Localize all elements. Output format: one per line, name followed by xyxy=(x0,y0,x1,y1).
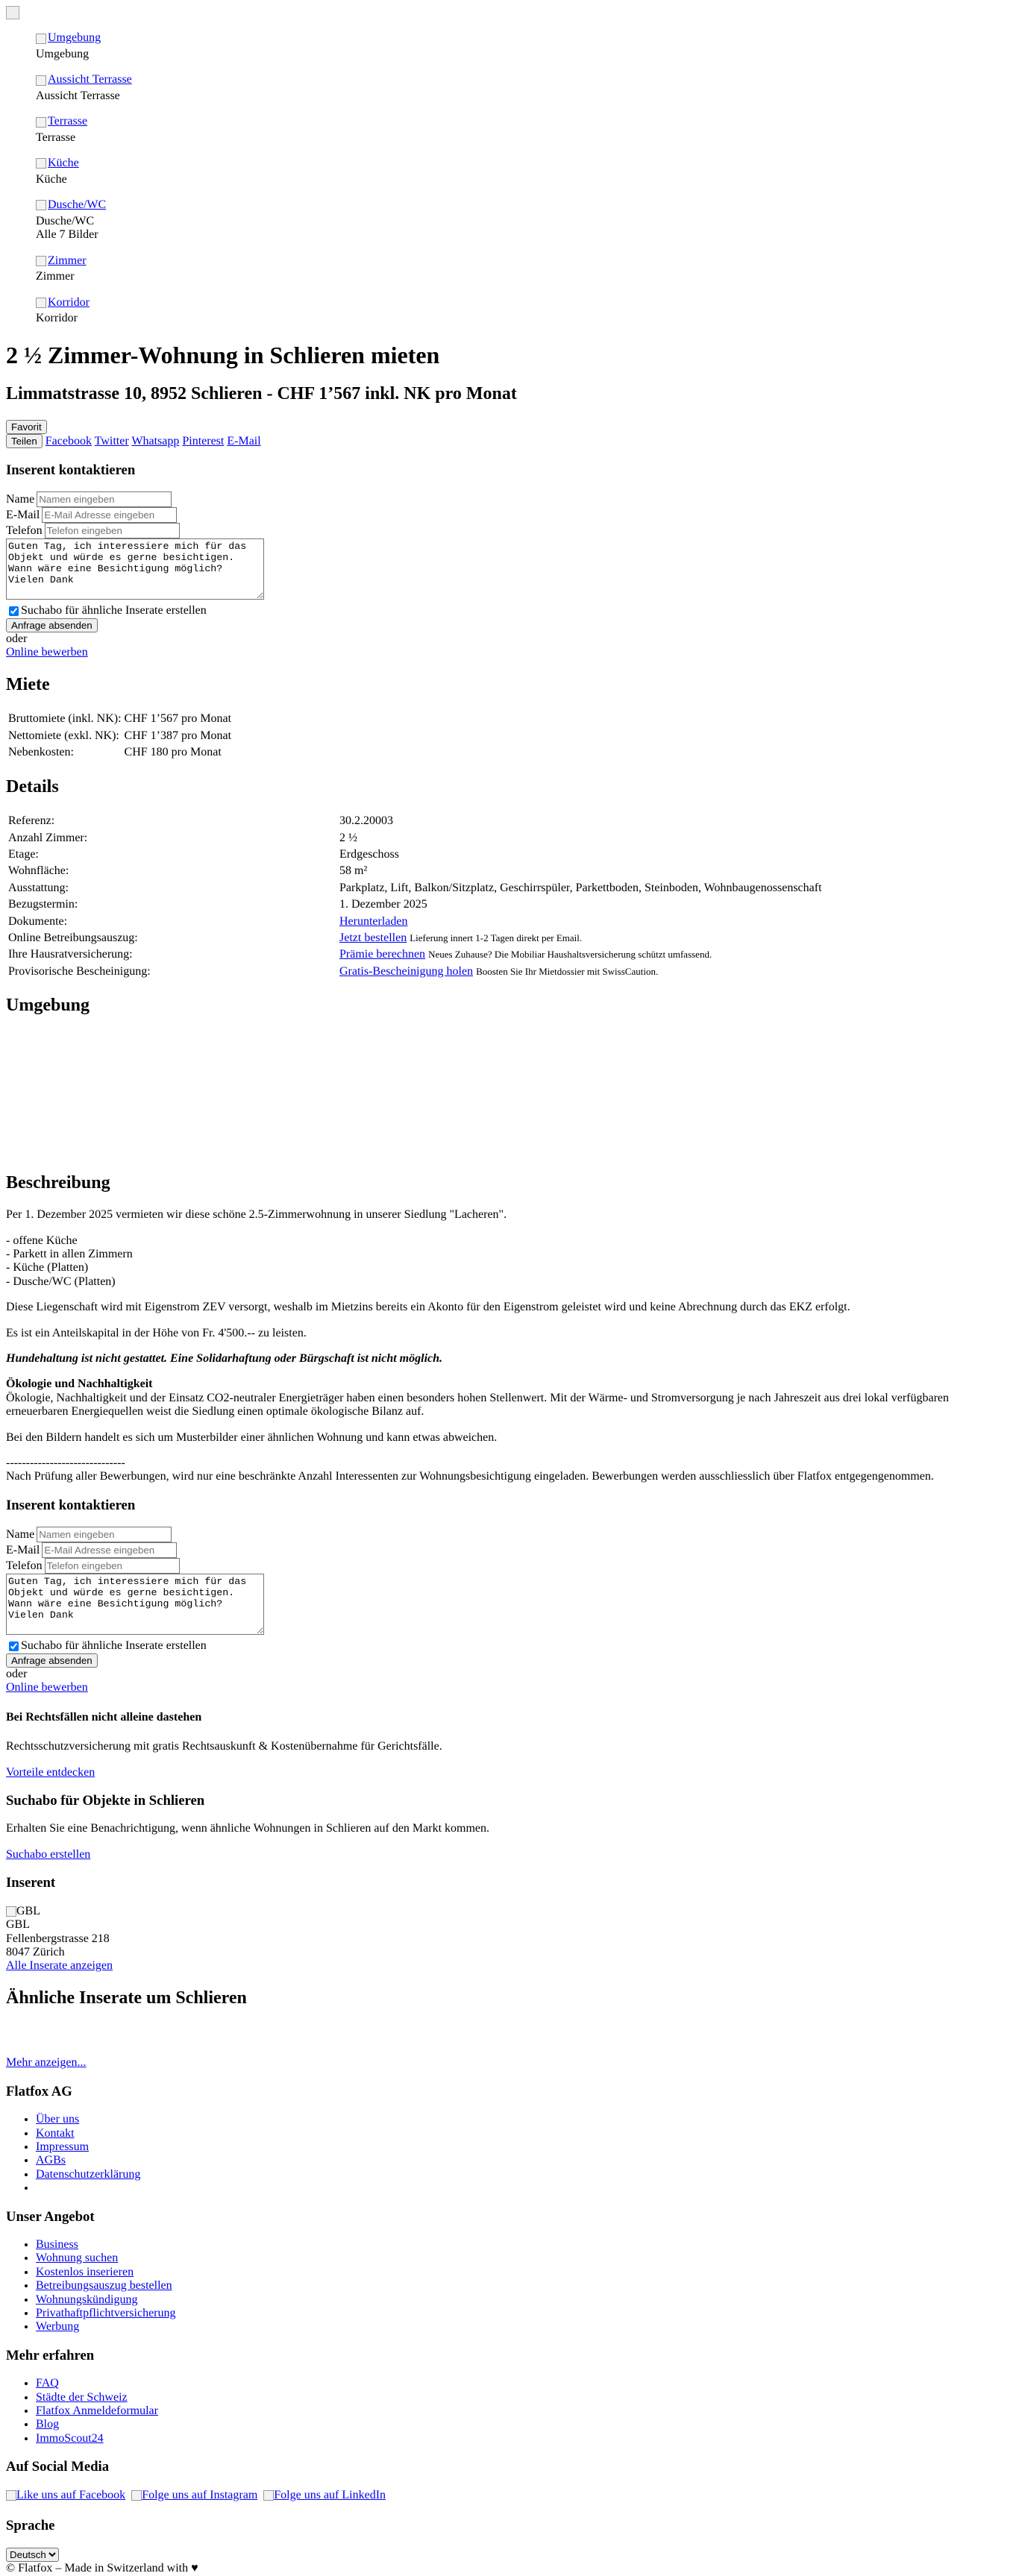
table-row xyxy=(7,964,1012,979)
list-item xyxy=(36,2252,1013,2265)
advertiser-city: 8047 Zürich xyxy=(6,1945,65,1958)
search-alert-heading: Suchabo für Objekte in Schlieren xyxy=(6,1792,205,1809)
facebook-link[interactable]: Like uns auf Facebook xyxy=(6,2489,125,2502)
table-row xyxy=(7,881,1012,896)
advertising-link[interactable]: Werbung xyxy=(36,2320,80,2334)
create-search-alert-link[interactable]: Suchabo erstellen xyxy=(6,1847,91,1861)
image-icon xyxy=(36,298,46,308)
share-whatsapp-link[interactable]: Whatsapp xyxy=(131,435,180,448)
description-pets: Hundehaltung ist nicht gestattet. Eine Solidarhaftung oder Bürgschaft ist nicht möglich. xyxy=(6,1351,443,1365)
or-label: oder xyxy=(6,632,28,646)
footer-social-heading: Auf Social Media xyxy=(6,2459,110,2475)
footer-company-heading: Flatfox AG xyxy=(6,2083,72,2099)
copyright: © Flatfox – Made in Switzerland with ♥ xyxy=(6,2562,198,2575)
search-alert-checkbox[interactable] xyxy=(9,606,19,616)
detail-value: Erdgeschoss xyxy=(339,847,399,861)
rent-value: CHF 1’567 pro Monat xyxy=(124,712,232,726)
table-row xyxy=(7,711,232,726)
name-input[interactable] xyxy=(37,1527,172,1542)
share-button[interactable]: Teilen xyxy=(6,434,43,448)
surroundings-heading: Umgebung xyxy=(6,996,90,1016)
gallery-caption: Korridor xyxy=(36,312,78,325)
description-separator: ------------------------------ xyxy=(6,1456,125,1469)
list-item xyxy=(36,2140,1013,2154)
image-icon xyxy=(36,75,46,86)
detail-label: Ihre Hausratversicherung: xyxy=(8,948,133,961)
gallery-item xyxy=(36,198,1013,242)
search-alert-text: Erhalten Sie eine Benachrichtigung, wenn ähnliche Wohnungen in Schlieren auf den Markt kommen. xyxy=(6,1822,490,1835)
table-row xyxy=(7,914,1012,929)
gallery-image-link[interactable]: Küche xyxy=(36,157,79,170)
detail-label: Dokumente: xyxy=(8,914,68,928)
blog-link[interactable]: Blog xyxy=(36,2418,60,2431)
rent-table xyxy=(6,710,233,761)
language-select[interactable] xyxy=(6,2548,59,2562)
about-us-link[interactable]: Über uns xyxy=(36,2113,80,2126)
contact-heading: Inserent kontaktieren xyxy=(6,462,136,478)
contact-link[interactable]: Kontakt xyxy=(36,2126,75,2140)
detail-value: 1. Dezember 2025 xyxy=(339,898,427,911)
linkedin-link[interactable]: Folge uns auf LinkedIn xyxy=(263,2489,386,2502)
image-icon xyxy=(36,200,46,210)
list-item xyxy=(36,2127,1013,2140)
detail-label: Wohnfläche: xyxy=(8,864,69,878)
linkedin-icon xyxy=(263,2490,274,2501)
list-item xyxy=(36,2418,1013,2431)
instagram-icon xyxy=(131,2490,142,2501)
gallery-image-link[interactable]: Korridor xyxy=(36,296,90,310)
footer-learn-heading: Mehr erfahren xyxy=(6,2347,95,2363)
terms-link[interactable]: AGBs xyxy=(36,2154,66,2167)
description-closing: Nach Prüfung aller Bewerbungen, wird nur eine beschränkte Anzahl Interessenten zur Wohnungsbesichtigung eingeladen. Bewerbungen werden ausschliesslich über Flatfox entgegengenommen. xyxy=(6,1470,934,1483)
message-textarea[interactable] xyxy=(6,538,264,600)
list-item xyxy=(36,2320,1013,2334)
cities-link[interactable]: Städte der Schweiz xyxy=(36,2390,128,2404)
email-label: E-Mail xyxy=(6,1544,40,1557)
listing-actions xyxy=(6,420,1013,449)
contact-form xyxy=(6,491,1013,660)
detail-note: Lieferung innert 1-2 Tagen direkt per Email. xyxy=(410,932,583,943)
gallery-caption: Dusche/WC xyxy=(36,214,95,227)
listing-subtitle: Limmatstrasse 10, 8952 Schlieren - CHF 1’567 inkl. NK pro Monat xyxy=(6,384,517,404)
debt-extract-link[interactable]: Betreibungsauszug bestellen xyxy=(36,2279,172,2293)
detail-value: 2 ½ xyxy=(339,831,357,844)
detail-note: Boosten Sie Ihr Mietdossier mit SwissCaution. xyxy=(476,965,659,977)
list-item xyxy=(36,2377,1013,2390)
rent-heading: Miete xyxy=(6,674,50,694)
search-alert-checkbox-label: Suchabo für ähnliche Inserate erstellen xyxy=(21,603,207,617)
advertiser-name: GBL xyxy=(6,1918,30,1932)
termination-link[interactable]: Wohnungskündigung xyxy=(36,2293,138,2306)
email-input[interactable] xyxy=(42,1542,177,1558)
list-item xyxy=(36,2154,1013,2167)
or-label: oder xyxy=(6,1668,28,1680)
gallery-item xyxy=(36,115,1013,145)
detail-label: Anzahl Zimmer: xyxy=(8,831,88,844)
imprint-link[interactable]: Impressum xyxy=(36,2140,90,2153)
gallery-caption: Aussicht Terrasse xyxy=(36,89,120,102)
liability-insurance-link[interactable]: Privathaftpflichtversicherung xyxy=(36,2306,176,2319)
gallery-item xyxy=(36,31,1013,61)
eco-text: Ökologie, Nachhaltigkeit und der Einsatz CO2-neutraler Energieträger haben einen besonders hohen Stellenwert. Mit der Wärme- und Stromversorgung je nach Jahreszeit aus drei lokal verfügbaren erneuerbaren Energiequellen weist die Siedlung einen optimale ökologische Bilanz auf. xyxy=(6,1391,950,1419)
map-area[interactable] xyxy=(6,1031,1013,1158)
list-item xyxy=(36,2279,1013,2293)
search-apartment-link[interactable]: Wohnung suchen xyxy=(36,2252,119,2265)
gallery-item xyxy=(36,296,1013,326)
list-item xyxy=(36,2404,1013,2418)
advertiser-logo-icon xyxy=(6,1906,16,1917)
detail-note: Neues Zuhause? Die Mobiliar Haushaltsversicherung schützt umfassend. xyxy=(428,949,712,961)
submit-inquiry-button[interactable]: Anfrage absenden xyxy=(6,1653,98,1668)
similar-listings xyxy=(6,2023,1013,2056)
share-email-link[interactable]: E-Mail xyxy=(227,435,261,448)
rent-label: Nettomiete (exkl. NK): xyxy=(8,729,119,742)
list-item xyxy=(36,2293,1013,2307)
description-energy: Diese Liegenschaft wird mit Eigenstrom ZEV versorgt, weshalb im Mietzins bereits ein Akonto für den Eigenstrom geleistet wird und keine Abrechnung durch das EKZ erfolgt. xyxy=(6,1301,850,1314)
rent-label: Nebenkosten: xyxy=(8,746,74,759)
gallery-image-link[interactable]: Aussicht Terrasse xyxy=(36,73,132,87)
advertiser-street: Fellenbergstrasse 218 xyxy=(6,1932,110,1945)
privacy-link[interactable]: Datenschutzerklärung xyxy=(36,2167,141,2181)
listing-title: 2 ½ Zimmer-Wohnung in Schlieren mieten xyxy=(6,341,440,368)
registration-form-link[interactable]: Flatfox Anmeldeformular xyxy=(36,2404,158,2418)
detail-label: Etage: xyxy=(8,847,39,861)
facebook-icon xyxy=(6,2490,16,2501)
advertiser-logo-alt: GBL xyxy=(16,1904,40,1917)
detail-value: 30.2.20003 xyxy=(339,814,393,828)
order-debt-extract-link[interactable]: Jetzt bestellen xyxy=(339,931,407,944)
gallery-caption: Umgebung xyxy=(36,47,90,60)
image-icon xyxy=(36,256,46,266)
submit-inquiry-button[interactable]: Anfrage absenden xyxy=(6,618,98,632)
footer-offer-heading: Unser Angebot xyxy=(6,2208,95,2225)
share-twitter-link[interactable]: Twitter xyxy=(94,435,129,448)
rent-value: CHF 1’387 pro Monat xyxy=(124,729,232,742)
table-row xyxy=(7,745,232,760)
list-item xyxy=(36,2113,1013,2126)
description-images-note: Bei den Bildern handelt es sich um Musterbilder einer ähnlichen Wohnung und kann etwas abweichen. xyxy=(6,1430,498,1444)
share-facebook-link[interactable]: Facebook xyxy=(45,435,92,448)
table-row xyxy=(7,931,1012,946)
description xyxy=(6,1208,1013,1483)
detail-label: Online Betreibungsauszug: xyxy=(8,931,138,944)
legal-promo-text: Rechtsschutzversicherung mit gratis Rechtsauskunft & Kostenübernahme für Gerichtsfälle. xyxy=(6,1740,442,1753)
search-alert-checkbox[interactable] xyxy=(9,1642,19,1651)
message-textarea[interactable] xyxy=(6,1574,264,1635)
name-input[interactable] xyxy=(37,491,172,507)
description-heading: Beschreibung xyxy=(6,1172,110,1193)
gallery-image-link[interactable]: Umgebung xyxy=(36,31,101,45)
description-intro: Per 1. Dezember 2025 vermieten wir diese schöne 2.5-Zimmerwohnung in unserer Siedlung "Lacheren". xyxy=(6,1208,507,1222)
all-images-label[interactable]: Alle 7 Bilder xyxy=(36,228,98,242)
favorite-button[interactable]: Favorit xyxy=(6,420,47,434)
footer-company-list xyxy=(6,2113,1013,2195)
contact-form-bottom xyxy=(6,1527,1013,1695)
gallery-image-link[interactable]: Terrasse xyxy=(36,115,87,128)
table-row xyxy=(7,864,1012,879)
email-label: E-Mail xyxy=(6,509,40,522)
details-heading: Details xyxy=(6,776,59,797)
table-row xyxy=(7,947,1012,962)
name-label: Name xyxy=(6,493,35,506)
list-item xyxy=(36,2307,1013,2320)
table-row xyxy=(7,847,1012,862)
email-input[interactable] xyxy=(42,507,177,523)
table-row xyxy=(7,814,1012,829)
image-icon xyxy=(36,158,46,169)
free-listing-link[interactable]: Kostenlos inserieren xyxy=(36,2265,134,2278)
table-row xyxy=(7,729,232,744)
detail-label: Provisorische Bescheinigung: xyxy=(8,964,151,978)
gallery-caption: Terrasse xyxy=(36,131,76,144)
table-row xyxy=(7,831,1012,846)
show-more-link[interactable]: Mehr anzeigen... xyxy=(6,2056,87,2070)
share-pinterest-link[interactable]: Pinterest xyxy=(182,435,225,448)
detail-label: Referenz: xyxy=(8,814,55,828)
detail-label: Bezugstermin: xyxy=(8,898,78,911)
list-item xyxy=(36,2238,1013,2252)
image-gallery xyxy=(36,31,1013,325)
footer-learn-list xyxy=(6,2377,1013,2445)
footer-offer-list xyxy=(6,2238,1013,2334)
rent-value: CHF 180 pro Monat xyxy=(124,746,222,759)
list-item xyxy=(36,2432,1013,2445)
immoscout-link[interactable]: ImmoScout24 xyxy=(36,2431,104,2445)
image-icon xyxy=(36,34,46,44)
detail-value: Parkplatz, Lift, Balkon/Sitzplatz, Geschirrspüler, Parkettboden, Steinboden, Wohnbaugenossenschaft xyxy=(339,881,822,894)
contact-heading: Inserent kontaktieren xyxy=(6,1497,136,1513)
discover-benefits-link[interactable]: Vorteile entdecken xyxy=(6,1765,95,1779)
name-label: Name xyxy=(6,1528,35,1542)
gallery-image-link[interactable]: Dusche/WC xyxy=(36,198,106,212)
legal-promo-title: Bei Rechtsfällen nicht alleine dastehen xyxy=(6,1710,202,1724)
footer-social xyxy=(6,2489,1013,2505)
faq-link[interactable]: FAQ xyxy=(36,2377,59,2390)
search-alert-checkbox-label: Suchabo für ähnliche Inserate erstellen xyxy=(21,1639,207,1652)
list-item xyxy=(36,2168,1013,2181)
gallery-caption: Küche xyxy=(36,172,67,186)
rent-label: Bruttomiete (inkl. NK): xyxy=(8,712,122,726)
list-item xyxy=(36,2266,1013,2279)
instagram-link[interactable]: Folge uns auf Instagram xyxy=(131,2489,257,2502)
description-capital: Es ist ein Anteilskapital in der Höhe von Fr. 4'500.-- zu leisten. xyxy=(6,1326,307,1339)
gallery-item xyxy=(36,157,1013,186)
advertiser-heading: Inserent xyxy=(6,1875,56,1891)
download-documents-link[interactable]: Herunterladen xyxy=(339,914,408,928)
gallery-image-link[interactable]: Zimmer xyxy=(36,254,87,268)
list-item xyxy=(36,2391,1013,2404)
similar-heading: Ähnliche Inserate um Schlieren xyxy=(6,1988,247,2008)
all-listings-link[interactable]: Alle Inserate anzeigen xyxy=(6,1959,113,1973)
detail-value: 58 m² xyxy=(339,864,368,878)
table-row xyxy=(7,897,1012,912)
apply-online-link[interactable]: Online bewerben xyxy=(6,1681,88,1694)
phone-input[interactable] xyxy=(45,523,180,538)
details-table xyxy=(6,812,1013,981)
apply-online-link[interactable]: Online bewerben xyxy=(6,646,88,659)
eco-title: Ökologie und Nachhaltigkeit xyxy=(6,1377,153,1391)
phone-input[interactable] xyxy=(45,1558,180,1574)
calculate-premium-link[interactable]: Prämie berechnen xyxy=(339,948,426,961)
free-certificate-link[interactable]: Gratis-Bescheinigung holen xyxy=(339,964,474,978)
footer-language-heading: Sprache xyxy=(6,2518,55,2534)
gallery-item xyxy=(36,254,1013,284)
business-link[interactable]: Business xyxy=(36,2238,78,2252)
gallery-item xyxy=(36,73,1013,103)
hero-image-icon xyxy=(6,6,19,19)
detail-label: Ausstattung: xyxy=(8,881,69,894)
image-icon xyxy=(36,117,46,128)
gallery-caption: Zimmer xyxy=(36,270,75,283)
description-features: - offene Küche - Parkett in allen Zimmern - Küche (Platten) - Dusche/WC (Platten) xyxy=(6,1234,133,1288)
advertiser-card xyxy=(6,1905,1013,1973)
list-item xyxy=(36,2181,1013,2195)
phone-label: Telefon xyxy=(6,1559,43,1573)
phone-label: Telefon xyxy=(6,524,43,538)
